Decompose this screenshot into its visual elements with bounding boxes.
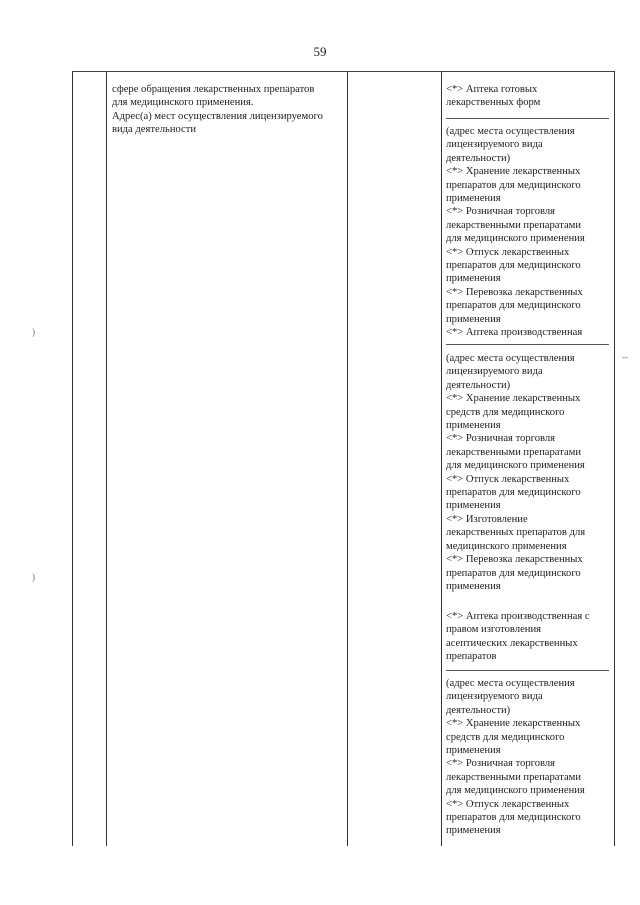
signature-line	[446, 344, 609, 345]
table-column-divider	[106, 71, 107, 846]
signature-line	[446, 118, 609, 119]
page-number: 59	[313, 44, 327, 59]
right-block-5: (адрес места осуществления лицензируемого вида деятельности) <*> Хранение лекарственных средств для медицинского применения <*> Розничная торговля лекарственными препаратами для медицинского применения <*> Отпуск лекарственных препаратов для медицинского применения	[446, 678, 585, 837]
right-block-1: <*> Аптека готовых лекарственных форм	[446, 84, 541, 109]
right-block-3: (адрес места осуществления лицензируемого вида деятельности) <*> Хранение лекарственных средств для медицинского применения <*> Розничная торговля лекарственными препаратами для медицинского применения <*> Отпуск лекарственных препаратов для медицинского применения <*> Изготовление лекарственных препаратов для медицинского применения <*> Перевозка лекарственных препаратов для медицинского применения	[446, 353, 586, 592]
table-top-border	[72, 71, 615, 72]
scan-mark: )	[32, 572, 35, 582]
table-column-divider	[72, 71, 73, 846]
left-column-text: сфере обращения лекарственных препаратов для медицинского применения. Адрес(а) мест осуществления лицензируемого вида деятельности	[112, 84, 323, 136]
right-block-4: <*> Аптека производственная с правом изготовления асептических лекарственных препаратов	[446, 611, 590, 663]
right-block-2: (адрес места осуществления лицензируемого вида деятельности) <*> Хранение лекарственных препаратов для медицинского применения <*> Розничная торговля лекарственными препаратами для медицинского применения <*> Отпуск лекарственных препаратов для медицинского применения <*> Перевозка лекарственных препаратов для медицинского применения <*> Аптека производственная	[446, 126, 585, 339]
table-column-divider	[347, 71, 348, 846]
scan-mark: --	[622, 352, 628, 362]
table-column-divider	[441, 71, 442, 846]
scan-mark: )	[32, 327, 35, 337]
signature-line	[446, 670, 609, 671]
table-column-divider	[614, 71, 615, 846]
